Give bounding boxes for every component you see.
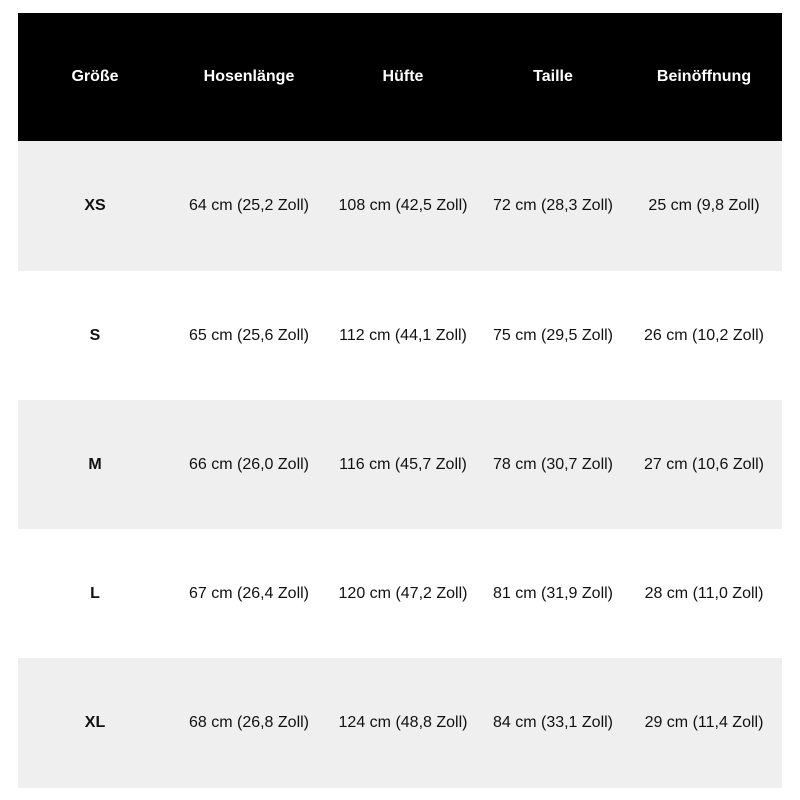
- hosenlaenge-cell: 65 cm (25,6 Zoll): [188, 327, 310, 344]
- beinoeffnung-cell: 27 cm (10,6 Zoll): [643, 456, 765, 473]
- table-row: [18, 271, 782, 401]
- huefte-cell: 112 cm (44,1 Zoll): [339, 327, 467, 344]
- header-hosenlaenge: Hosenlänge: [203, 68, 295, 85]
- beinoeffnung-cell: 25 cm (9,8 Zoll): [648, 197, 760, 214]
- huefte-cell: 120 cm (47,2 Zoll): [338, 585, 468, 602]
- size-chart-table: [18, 13, 782, 788]
- taille-cell: 72 cm (28,3 Zoll): [492, 197, 614, 214]
- table-row: [18, 529, 782, 659]
- taille-cell: 78 cm (30,7 Zoll): [492, 456, 614, 473]
- header-taille: Taille: [533, 68, 573, 85]
- size-cell: L: [90, 585, 100, 602]
- header-huefte: Hüfte: [382, 68, 424, 85]
- taille-cell: 84 cm (33,1 Zoll): [492, 714, 614, 731]
- table-header-row: [18, 13, 782, 141]
- taille-cell: 81 cm (31,9 Zoll): [492, 585, 614, 602]
- taille-cell: 75 cm (29,5 Zoll): [492, 327, 614, 344]
- huefte-cell: 108 cm (42,5 Zoll): [338, 197, 468, 214]
- hosenlaenge-cell: 66 cm (26,0 Zoll): [188, 456, 310, 473]
- beinoeffnung-cell: 26 cm (10,2 Zoll): [643, 327, 765, 344]
- header-groesse: Größe: [71, 68, 119, 85]
- table-row: [18, 400, 782, 530]
- size-cell: S: [89, 327, 101, 344]
- huefte-cell: 116 cm (45,7 Zoll): [339, 456, 467, 473]
- hosenlaenge-cell: 64 cm (25,2 Zoll): [188, 197, 310, 214]
- size-cell: XL: [84, 714, 106, 731]
- beinoeffnung-cell: 28 cm (11,0 Zoll): [644, 585, 764, 602]
- hosenlaenge-cell: 67 cm (26,4 Zoll): [188, 585, 310, 602]
- size-cell: M: [88, 456, 102, 473]
- table-row: [18, 141, 782, 271]
- huefte-cell: 124 cm (48,8 Zoll): [338, 714, 468, 731]
- hosenlaenge-cell: 68 cm (26,8 Zoll): [188, 714, 310, 731]
- header-beinoeffnung: Beinöffnung: [656, 68, 752, 85]
- size-cell: XS: [84, 197, 106, 214]
- beinoeffnung-cell: 29 cm (11,4 Zoll): [644, 714, 764, 731]
- table-row: [18, 658, 782, 788]
